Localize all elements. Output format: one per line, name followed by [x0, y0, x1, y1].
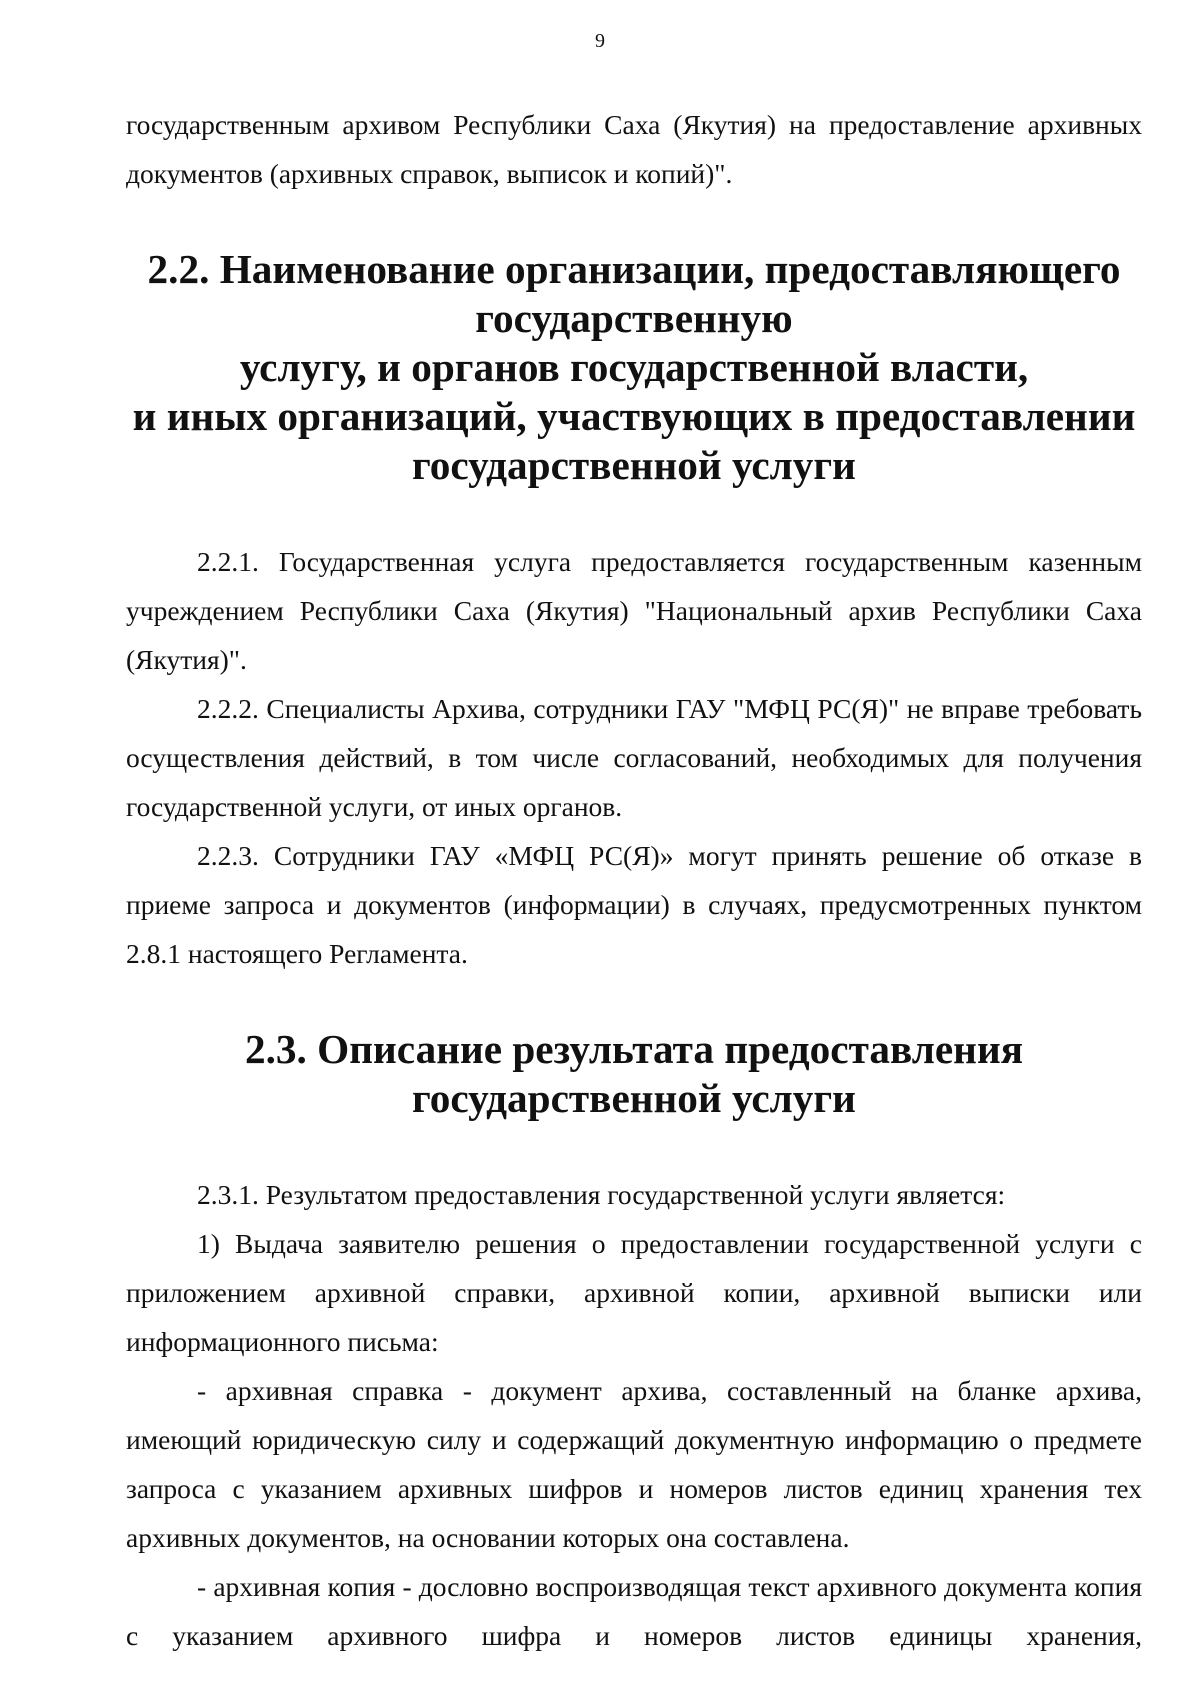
list-item-1: 1) Выдача заявителю решения о предоставлении государственной услуги с приложением архивной справки, архивной копии, архивной выписки или информационного письма: [126, 1228, 1142, 1357]
heading-line: 2.2. Наименование организации, предоставляющего государственную [147, 246, 1121, 341]
section-2-2-heading [126, 245, 1142, 490]
section-2-3-heading: 2.3. Описание результата предоставления государственной услуги [244, 1026, 1024, 1121]
heading-line: и иных организаций, участвующих в предоставлении [132, 393, 1136, 439]
paragraph-2-3-1: 2.3.1. Результатом предоставления государственной услуги является: [197, 1179, 1006, 1210]
list-item-archive-reference: - архивная справка - документ архива, составленный на бланке архива, имеющий юридическую силу и содержащий документную информацию о предмете запроса с указанием архивных шифров и номеров листов единиц хранения тех архивных документов, на основании которых она составлена. [126, 1375, 1142, 1553]
paragraph-2-2-3: 2.2.3. Сотрудники ГАУ «МФЦ РС(Я)» могут принять решение об отказе в приеме запроса и документов (информации) в случаях, предусмотренных пунктом 2.8.1 настоящего Регламента. [126, 840, 1142, 969]
paragraph-2-2-1: 2.2.1. Государственная услуга предоставляется государственным казенным учреждением Республики Саха (Якутия) "Национальный архив Республики Саха (Якутия)". [126, 546, 1142, 675]
heading-line: услугу, и органов государственной власти, [239, 344, 1029, 390]
list-item-archive-copy: - архивная копия - дословно воспроизводящая текст архивного документа копия с указанием архивного шифра и номеров листов единицы хранения, [126, 1571, 1142, 1651]
document-body [126, 100, 1142, 1660]
paragraph-2-2-2: 2.2.2. Специалисты Архива, сотрудники ГАУ "МФЦ РС(Я)" не вправе требовать осуществления действий, в том числе согласований, необходимых для получения государственной услуги, от иных органов. [126, 693, 1142, 822]
page-number: 9 [595, 30, 605, 52]
intro-paragraph: государственным архивом Республики Саха (Якутия) на предоставление архивных документов (архивных справок, выписок и копий)". [126, 109, 1142, 189]
heading-line: государственной услуги [412, 442, 856, 488]
